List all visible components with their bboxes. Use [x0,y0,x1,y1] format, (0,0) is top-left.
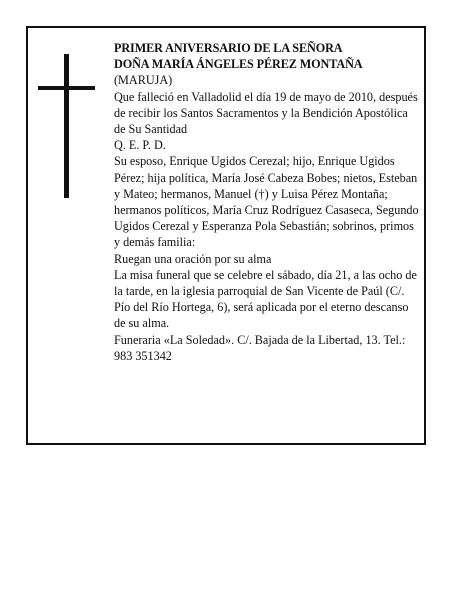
cross-horizontal-bar [38,86,95,90]
notice-family: Su esposo, Enrique Ugidos Cerezal; hijo, Enrique Ugidos Pérez; hija política, María José Cabeza Bobes; nietos, Esteban y Mateo; hermanos, Manuel (†) y Luisa Pérez Montaña; hermanos políticos, María Cruz Rodríguez Casaseca, Segundo Ugidos Cerezal y Esperanza Pola Sebastián; sobrinos, primos y demás familia: [114,154,419,250]
notice-title-line-1: PRIMER ANIVERSARIO DE LA SEÑORA [114,41,343,55]
notice-title-line-2: DOÑA MARÍA ÁNGELES PÉREZ MONTAÑA [114,57,363,72]
notice-passing: Que falleció en Valladolid el día 19 de mayo de 2010, después de recibir los Santos Sacramentos y la Bendición Apostólica de Su Santidad [114,89,418,137]
notice-mass: La misa funeral que se celebre el sábado, día 21, a las ocho de la tarde, en la iglesia parroquial de San Vicente de Paúl (C/. Pío del Río Hortega, 6), será aplicada por el eterno descanso de su alma. [114,267,417,331]
notice-prayer: Ruegan una oración por su alma [114,251,272,266]
notice-nickname: (MARUJA) [114,73,173,88]
notice-funeral-home: Funeraria «La Soledad». C/. Bajada de la Libertad, 13. Tel.: 983 351342 [114,332,406,363]
cross-vertical-bar [64,54,69,198]
notice-rip: Q. E. P. D. [114,138,166,153]
cross-icon [38,54,95,198]
notice-text [114,40,420,364]
